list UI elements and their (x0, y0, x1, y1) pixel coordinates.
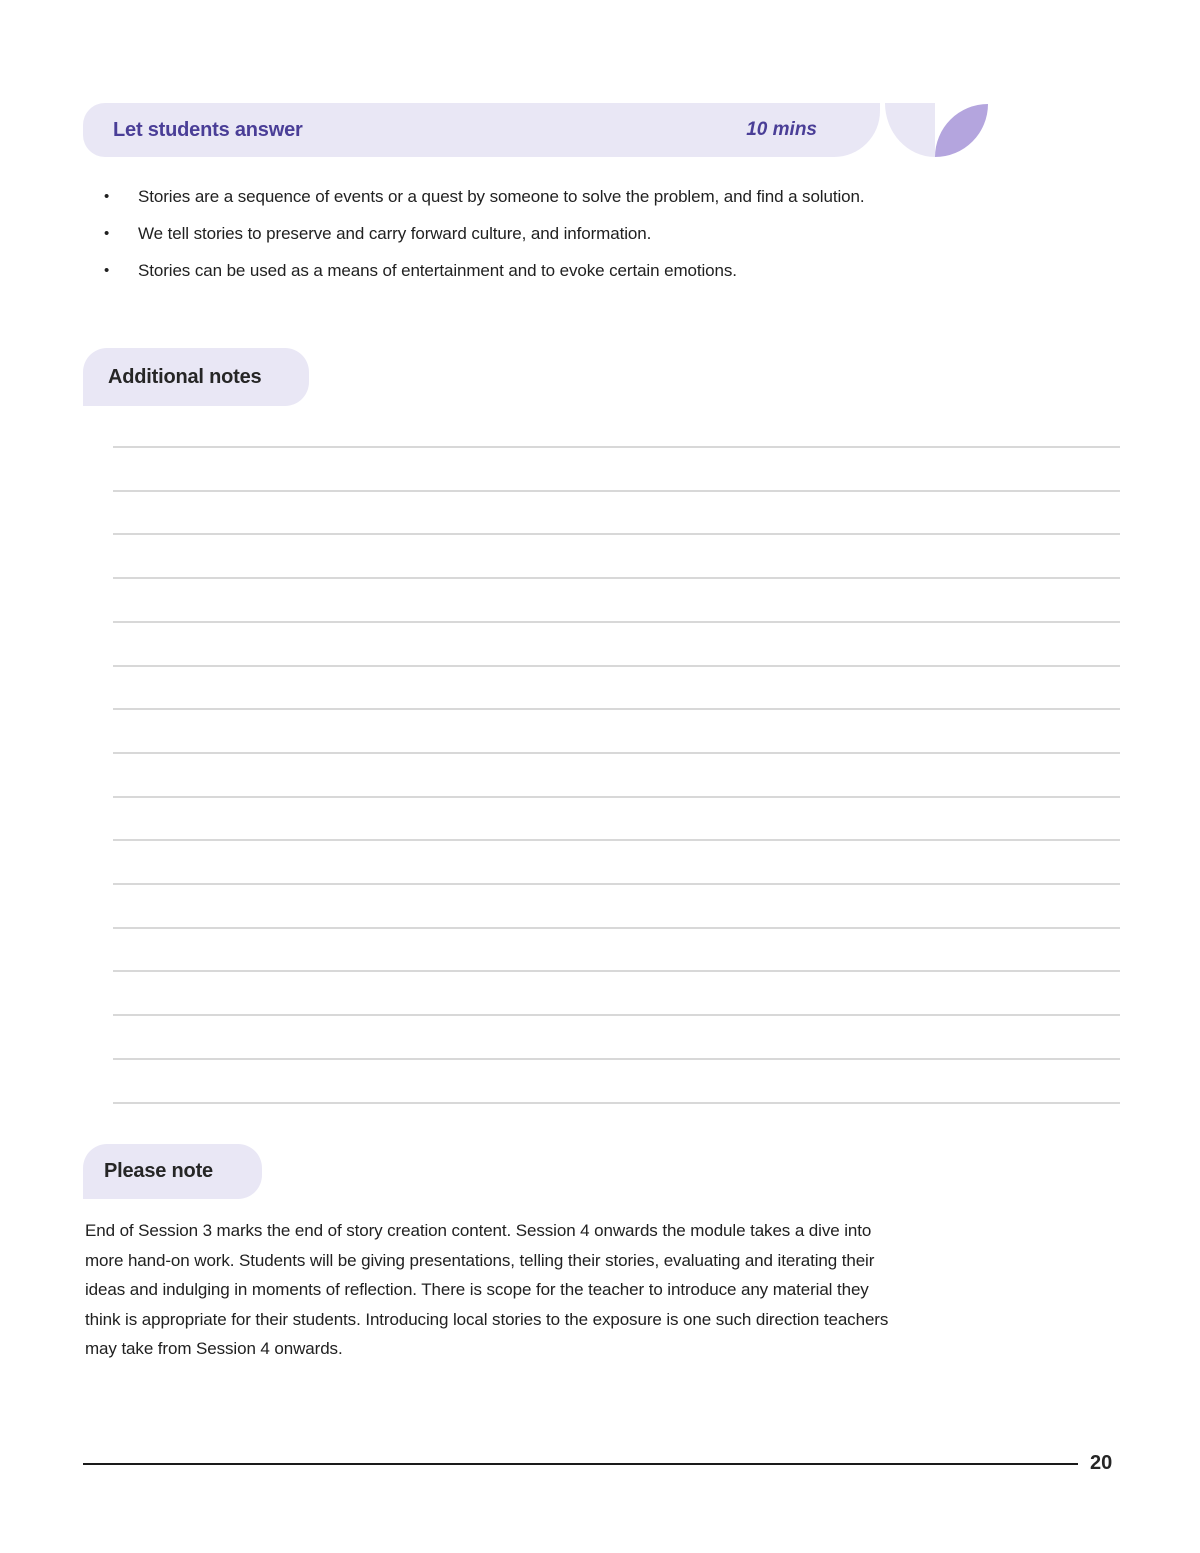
note-line (113, 1014, 1120, 1016)
bullet-icon: • (104, 225, 110, 242)
note-line (113, 577, 1120, 579)
bullet-list (83, 182, 873, 293)
section-title: Let students answer (113, 118, 303, 141)
please-note-text: End of Session 3 marks the end of story creation content. Session 4 onwards the module takes a dive into more hand-on work. Students will be giving presentations, telling their stories, evaluating and iterating their ideas and indulging in moments of reflection. There is scope for the teacher to introduce any material they think is appropriate for their students. Introducing local stories to the exposure is one such direction teachers may take from Session 4 onwards. (85, 1221, 889, 1358)
note-line (113, 708, 1120, 710)
note-line (113, 927, 1120, 929)
note-line (113, 796, 1120, 798)
list-item-text: Stories are a sequence of events or a quest by someone to solve the problem, and find a solution. (138, 187, 865, 206)
note-line (113, 883, 1120, 885)
note-line (113, 1058, 1120, 1060)
please-note-header (83, 1144, 262, 1199)
note-line (113, 533, 1120, 535)
note-line (113, 665, 1120, 667)
list-item-text: We tell stories to preserve and carry forward culture, and information. (138, 224, 652, 243)
notes-lines (113, 446, 1120, 1106)
page-number: 20 (1090, 1452, 1113, 1474)
banner-scallop-shape (885, 103, 935, 157)
leaf-icon (935, 104, 988, 157)
duration-label: 10 mins (746, 119, 817, 140)
note-line (113, 621, 1120, 623)
note-line (113, 839, 1120, 841)
please-note-label: Please note (104, 1160, 213, 1182)
list-item-text: Stories can be used as a means of entertainment and to evoke certain emotions. (138, 261, 737, 280)
list-item (83, 219, 873, 248)
note-line (113, 752, 1120, 754)
note-line (113, 446, 1120, 448)
list-item (83, 256, 873, 285)
bullet-icon: • (104, 262, 110, 279)
footer-divider (83, 1463, 1078, 1465)
note-line (113, 490, 1120, 492)
note-line (113, 970, 1120, 972)
section-header-banner (83, 103, 880, 157)
bullet-icon: • (104, 188, 110, 205)
additional-notes-label: Additional notes (108, 365, 262, 388)
list-item (83, 182, 873, 211)
additional-notes-header (83, 348, 309, 406)
note-line (113, 1102, 1120, 1104)
